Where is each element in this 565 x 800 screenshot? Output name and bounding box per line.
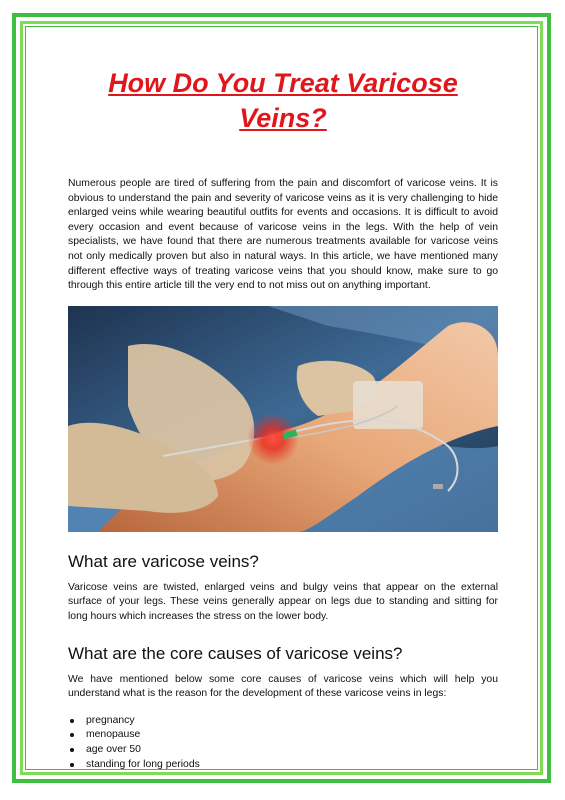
list-item: age over 50 <box>84 743 498 758</box>
section-heading-core-causes: What are the core causes of varicose veins? <box>68 643 403 663</box>
list-item: pregnancy <box>84 714 498 729</box>
list-item: standing for long periods <box>84 758 498 773</box>
section-heading-what-are-varicose-veins: What are varicose veins? <box>68 551 259 571</box>
section-paragraph-causes-intro: We have mentioned below some core causes of varicose veins which will help you understand what is the reason for the development of these varicose veins in legs: <box>68 673 498 700</box>
intro-paragraph: Numerous people are tired of suffering from the pain and discomfort of varicose veins. It is obvious to understand the pain and severity of varicose veins as it is very challenging to hide enlarged veins while wearing beautiful outfits for events and occasions. It is difficult to avoid every occasion and event because of varicose veins in the legs. With the help of vein specialists, we have found that there are numerous treatments available for varicose veins not only medically proven but also in natural ways. In this article, we have mentioned many different effective ways of treating varicose veins that you should know, make sure to go through this entire article till the very end to not miss out on anything important. <box>68 178 498 292</box>
document-body <box>68 66 498 772</box>
section-paragraph-definition: Varicose veins are twisted, enlarged veins and bulgy veins that appear on the external surface of your legs. These veins generally appear on legs due to standing and sitting for long hours which increases the stress on the lower body. <box>68 581 498 622</box>
page-title: How Do You Treat Varicose Veins? <box>108 68 458 133</box>
procedure-photo <box>68 306 498 532</box>
list-item: menopause <box>84 728 498 743</box>
laser-vein-treatment-image <box>68 306 498 532</box>
causes-list <box>68 714 498 772</box>
